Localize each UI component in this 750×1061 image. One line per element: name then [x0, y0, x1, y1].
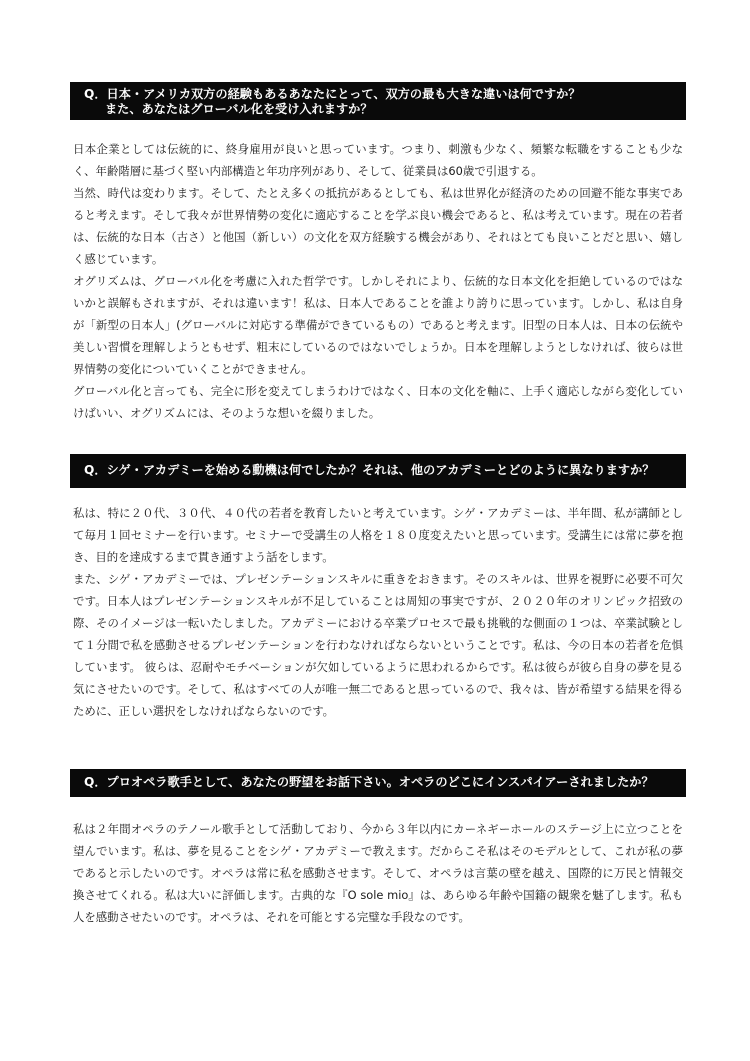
- question-heading-2: [70, 454, 686, 488]
- answer-1-paragraph-3: オグリズムは、グローバル化を考慮に入れた哲学です。しかしそれにより、伝統的な日本文化を拒絶しているのではないかと誤解もされますが、それは違います！私は、日本人であることを誰より誇りに思っています。しかし、私は自身が「新型の日本人」(グローバルに対応する準備ができているもの）であると考えます。旧型の日本人は、日本の伝統や美しい習慣を理解しようともせず、粗末にしているのではないでしょうか。日本を理解しようとしなければ、彼らは世界情勢の変化についていくことができません。: [73, 274, 683, 376]
- answer-2-paragraph-2: また、シゲ・アカデミーでは、プレゼンテーションスキルに重きをおきます。そのスキルは、世界を視野に必要不可欠です。日本人はプレゼンテーションスキルが不足していることは周知の事実ですが、２０２０年のオリンピック招致の際、そのイメージは一転いたしました。アカデミーにおける卒業プロセスで最も挑戦的な側面の１つは、卒業試験として１分間で私を感動させるプレゼンテーションを行わなければならないということです。私は、今の日本の若者を危惧しています。 彼らは、忍耐やモチベーションが欠如しているように思われるからです。私は彼らが彼ら自身の夢を見る気にさせたいのです。そして、私はすべての人が唯一無二であると思っているので、我々は、皆が希望する結果を得るために、正しい選択をしなければならないのです。: [73, 572, 683, 718]
- question-1-line-1: Q．日本・アメリカ双方の経験もあるあなたにとって、双方の最も大きな違いは何ですか？: [84, 87, 581, 101]
- answer-2: [73, 502, 683, 722]
- question-1-line-2: また、あなたはグローバル化を受け入れますか？: [105, 102, 373, 116]
- answer-1: [73, 138, 683, 424]
- question-heading-3: [70, 769, 686, 797]
- answer-1-paragraph-4: グローバル化と言っても、完全に形を変えてしまうわけではなく、日本の文化を軸に、上手く適応しながら変化していけばいい、オグリズムには、そのような想いを綴りました。: [73, 384, 683, 420]
- question-3-line-1: Q．プロオペラ歌手として、あなたの野望をお話下さい。オペラのどこにインスパイアーされましたか？: [84, 775, 654, 789]
- answer-1-paragraph-2: 当然、時代は変わります。そして、たとえ多くの抵抗があるとしても、私は世界化が経済のための回避不能な事実であると考えます。そして我々が世界情勢の変化に適応することを学ぶ良い機会であると、私は考えています。現在の若者は、伝統的な日本（古さ）と他国（新しい）の文化を双方経験する機会があり、それはとても良いことだと思い、嬉しく感じています。: [73, 186, 683, 266]
- answer-3: [73, 818, 683, 928]
- answer-2-paragraph-1: 私は、特に２０代、３０代、４０代の若者を教育したいと考えています。シゲ・アカデミーは、半年間、私が講師として毎月１回セミナーを行います。セミナーで受講生の人格を１８０度変えたいと思っています。受講生には常に夢を抱き、目的を達成するまで貫き通すよう話をします。: [73, 506, 683, 564]
- question-heading-1: [70, 82, 686, 120]
- answer-3-paragraph-1: 私は２年間オペラのテノール歌手として活動しており、今から３年以内にカーネギーホールのステージ上に立つことを望んでいます。私は、夢を見ることをシゲ・アカデミーで教えます。だからこそ私はそのモデルとして、これが私の夢であると示したいのです。オペラは常に私を感動させます。そして、オペラは言葉の壁を越え、国際的に万民と情報交換させてくれる。私は大いに評価します。古典的な『O sole mio』は、あらゆる年齢や国籍の観衆を魅了します。私も人を感動させたいのです。オペラは、それを可能とする完璧な手段なのです。: [73, 822, 683, 924]
- question-2-line-1: Q．シゲ・アカデミーを始める動機は何でしたか？それは、他のアカデミーとどのように異なりますか？: [84, 463, 655, 477]
- answer-1-paragraph-1: 日本企業としては伝統的に、終身雇用が良いと思っています。つまり、刺激も少なく、頻繁な転職をすることも少なく、年齢階層に基づく堅い内部構造と年功序列があり、そして、従業員は60歳で引退する。: [73, 142, 683, 178]
